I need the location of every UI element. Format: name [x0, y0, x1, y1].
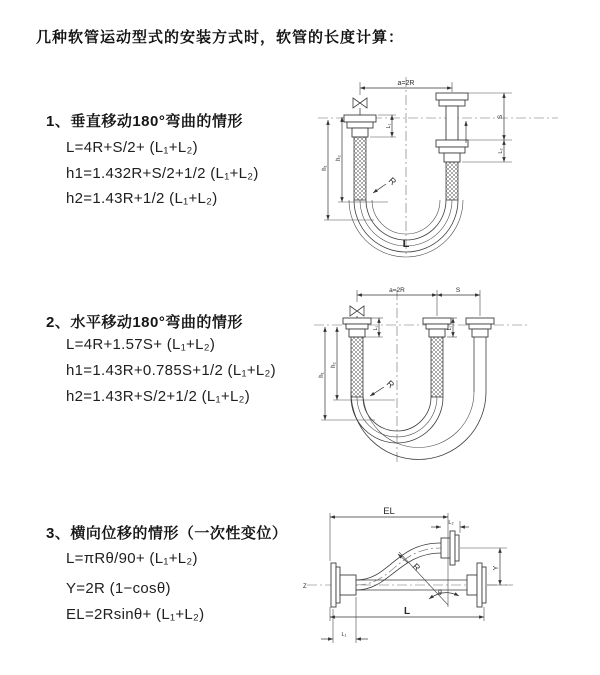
dim-label-h1: h₁ — [319, 372, 325, 378]
radius-label: R — [386, 175, 399, 188]
formula-line: h1=1.43R+0.785S+1/2 (L₁+L₂) — [66, 362, 276, 379]
formula-line: h1=1.432R+S/2+1/2 (L₁+L₂) — [66, 165, 259, 182]
radius-label: R — [384, 378, 397, 391]
formula-line: L=4R+1.57S+ (L₁+L₂) — [66, 336, 216, 353]
angle-arc — [429, 593, 459, 599]
left-flange — [343, 318, 371, 337]
dim-label-l1: L₁ — [373, 325, 379, 331]
hose-s-curve — [356, 543, 441, 590]
left-flange — [344, 115, 376, 137]
angle-label: θ — [438, 590, 442, 597]
diagram-vertical-movement — [300, 65, 600, 260]
dim-label-l2: L₂ — [448, 520, 454, 526]
length-label: L — [402, 238, 410, 250]
page-title: 几种软管运动型式的安装方式时，软管的长度计算： — [36, 29, 405, 46]
left-flange — [331, 563, 356, 607]
centerline-mark: Z — [303, 584, 307, 590]
formula-line: Y=2R (1−cosθ) — [66, 580, 171, 597]
dim-label-h2: h₂ — [331, 362, 337, 368]
right-flange-upper — [436, 93, 468, 106]
radius-line — [399, 552, 448, 605]
right-flange — [466, 318, 494, 337]
dim-label-h1: h₁ — [322, 165, 328, 171]
dim-label-l1: L₁ — [386, 123, 392, 129]
dim-label-a2r: a=2R — [389, 287, 405, 294]
top-right-flange — [441, 531, 459, 565]
formula-line: L=πRθ/90+ (L₁+L₂) — [66, 550, 198, 567]
braided-hose-left-leg — [351, 337, 363, 397]
diagram-horizontal-movement — [300, 280, 600, 470]
formula-line: h2=1.43R+S/2+1/2 (L₁+L₂) — [66, 388, 251, 405]
dim-label-y: Y — [493, 565, 500, 571]
dim-label-el: EL — [383, 506, 395, 517]
dim-label-l2: L₂ — [447, 325, 453, 331]
dim-label-s: S — [497, 114, 504, 120]
valve-icon — [353, 98, 367, 115]
section-2-heading: 2、水平移动180°弯曲的情形 — [46, 314, 243, 331]
dim-label-h2: h₂ — [336, 155, 342, 161]
braided-hose-middle-leg — [431, 337, 443, 397]
dim-label-l: L — [403, 606, 411, 617]
diagram-lateral-displacement — [295, 495, 595, 660]
section-1-heading: 1、垂直移动180°弯曲的情形 — [46, 113, 243, 130]
radius-label: R — [410, 561, 423, 574]
valve-icon — [350, 306, 364, 318]
dim-label-l2: L₂ — [498, 148, 504, 154]
formula-line: h2=1.43R+1/2 (L₁+L₂) — [66, 190, 218, 207]
right-flange-lower — [436, 140, 468, 162]
dim-label-s: S — [455, 287, 461, 294]
hose-u-bend-displaced — [351, 392, 486, 459]
dim-label-l1: L₁ — [341, 632, 347, 638]
right-stem-pipe — [446, 106, 458, 140]
braided-hose-right-leg — [446, 162, 458, 200]
formula-line: EL=2Rsinθ+ (L₁+L₂) — [66, 606, 205, 623]
section-3-heading: 3、横向位移的情形（一次性变位） — [46, 525, 288, 542]
braided-hose-left-leg — [354, 137, 366, 200]
right-flange — [467, 563, 486, 607]
formula-line: L=4R+S/2+ (L₁+L₂) — [66, 139, 198, 156]
dim-label-a2r: a=2R — [397, 80, 415, 87]
